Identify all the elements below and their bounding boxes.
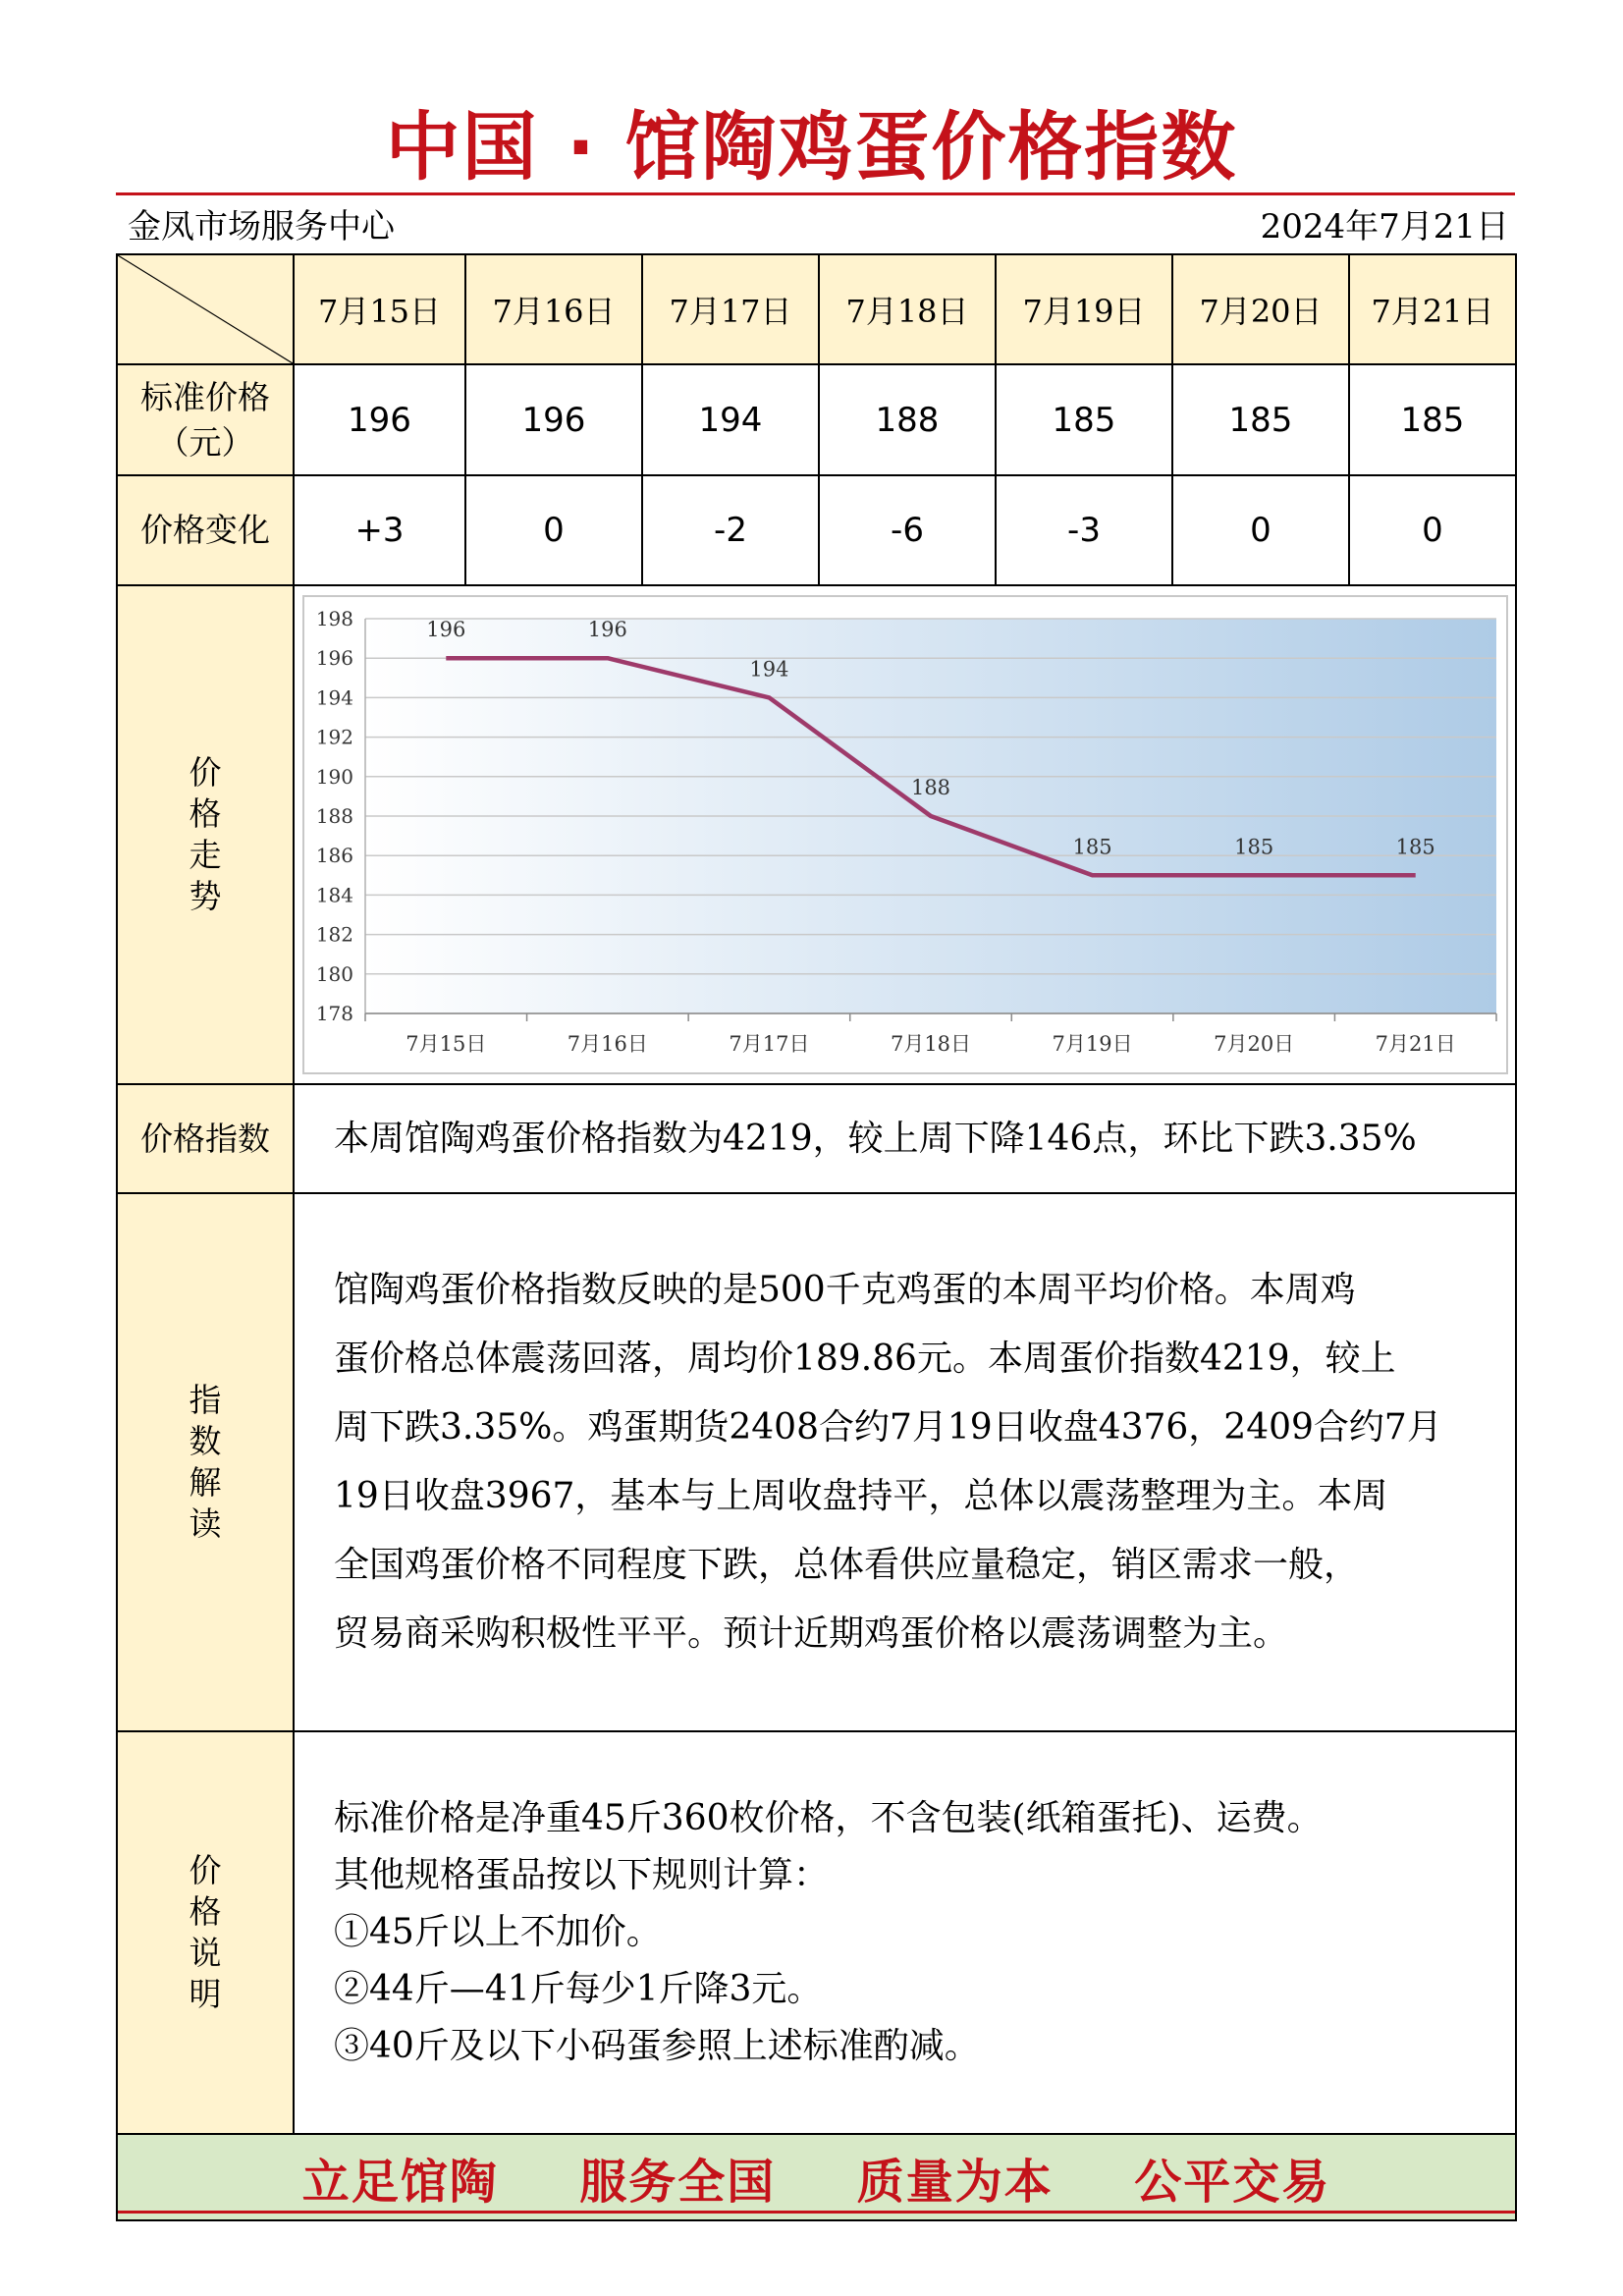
interp-line: 蛋价格总体震荡回落，周均价189.86元。本周蛋价指数4219，较上	[334, 1339, 1396, 1379]
interp-line: 全国鸡蛋价格不同程度下跌，总体看供应量稳定，销区需求一般，	[334, 1545, 1360, 1585]
day-header: 7月21日	[1349, 254, 1516, 364]
chart-cell	[294, 585, 1516, 1084]
index-summary: 本周馆陶鸡蛋价格指数为4219，较上周下降146点，环比下跌3.35%	[294, 1084, 1516, 1193]
price-label-line1: 标准价格	[140, 377, 270, 416]
x-tick-label: 7月20日	[1214, 1032, 1295, 1056]
notes-label-char: 格	[189, 1892, 222, 1931]
notes-line: ①45斤以上不加价。	[334, 1912, 662, 1952]
x-tick-label: 7月16日	[567, 1032, 648, 1056]
price-value: 188	[819, 364, 996, 475]
interp-label-char: 解	[189, 1463, 222, 1502]
price-value: 185	[1349, 364, 1516, 475]
change-value: +3	[294, 475, 465, 585]
day-header: 7月18日	[819, 254, 996, 364]
interp-line: 馆陶鸡蛋价格指数反映的是500千克鸡蛋的本周平均价格。本周鸡	[334, 1270, 1356, 1310]
trend-row	[117, 585, 1516, 1084]
y-tick-label: 182	[315, 922, 353, 947]
interp-row-label	[117, 1193, 294, 1731]
price-value: 194	[642, 364, 819, 475]
trend-row-label	[117, 585, 294, 1084]
price-label-line2: （元）	[156, 422, 254, 462]
price-value: 196	[465, 364, 642, 475]
notes-line: 其他规格蛋品按以下规则计算：	[334, 1855, 830, 1895]
change-value: 0	[465, 475, 642, 585]
interp-label-char: 读	[189, 1504, 222, 1543]
data-label: 196	[587, 618, 627, 642]
change-row	[117, 475, 1516, 585]
x-tick-label: 7月15日	[406, 1032, 487, 1056]
slogan: 服务全国	[579, 2154, 777, 2210]
footer-cell	[117, 2134, 1516, 2220]
y-tick-label: 194	[315, 685, 353, 710]
title-divider	[116, 192, 1515, 195]
change-value: 0	[1349, 475, 1516, 585]
x-tick-label: 7月21日	[1375, 1032, 1456, 1056]
notes-label-char: 价	[189, 1851, 222, 1889]
y-tick-label: 186	[315, 844, 353, 868]
slogan-bar	[262, 2144, 1372, 2212]
interp-text	[294, 1193, 1516, 1731]
date-label: 2024年7月21日	[1260, 207, 1509, 246]
y-tick-label: 178	[315, 1002, 353, 1025]
corner-cell	[117, 254, 294, 364]
source-label: 金凤市场服务中心	[128, 207, 395, 246]
change-value: 0	[1172, 475, 1349, 585]
header-row	[117, 254, 1516, 364]
data-label: 185	[1072, 835, 1112, 859]
y-tick-label: 188	[315, 804, 353, 828]
trend-label-char: 势	[189, 877, 222, 915]
notes-line: ②44斤—41斤每少1斤降3元。	[334, 1969, 823, 2009]
day-header: 7月20日	[1172, 254, 1349, 364]
slogan: 立足馆陶	[301, 2154, 499, 2210]
change-value: -6	[819, 475, 996, 585]
slogan: 质量为本	[856, 2154, 1054, 2210]
data-label: 185	[1395, 835, 1435, 859]
notes-line: ③40斤及以下小码蛋参照上述标准酌减。	[334, 2026, 980, 2066]
interp-line: 贸易商采购积极性平平。预计近期鸡蛋价格以震荡调整为主。	[334, 1613, 1289, 1654]
index-row	[117, 1084, 1516, 1193]
interp-row	[117, 1193, 1516, 1731]
price-value: 185	[1172, 364, 1349, 475]
price-table	[116, 253, 1517, 2221]
trend-label-char: 价	[189, 753, 222, 792]
day-header: 7月15日	[294, 254, 465, 364]
y-tick-label: 190	[315, 764, 353, 789]
footer-divider	[118, 2211, 1515, 2214]
price-trend-chart	[302, 595, 1508, 1074]
y-tick-label: 198	[315, 607, 353, 630]
footer-row	[117, 2134, 1516, 2220]
change-row-label: 价格变化	[117, 475, 294, 585]
data-label: 188	[910, 776, 951, 799]
x-tick-label: 7月17日	[729, 1032, 810, 1056]
trend-label-char: 走	[189, 836, 222, 874]
diagonal-line	[118, 255, 293, 363]
data-label: 194	[749, 657, 789, 682]
notes-label-char: 明	[189, 1975, 222, 2013]
y-tick-label: 180	[315, 961, 353, 986]
notes-label-char: 说	[189, 1934, 222, 1972]
trend-label-char: 格	[189, 794, 222, 833]
slogan: 公平交易	[1134, 2154, 1331, 2210]
price-value: 196	[294, 364, 465, 475]
day-header: 7月17日	[642, 254, 819, 364]
change-value: -3	[996, 475, 1172, 585]
data-label: 185	[1234, 835, 1274, 859]
data-label: 196	[426, 618, 466, 642]
change-value: -2	[642, 475, 819, 585]
day-header: 7月16日	[465, 254, 642, 364]
notes-row	[117, 1731, 1516, 2134]
notes-text	[294, 1731, 1516, 2134]
interp-line: 19日收盘3967，基本与上周收盘持平，总体以震荡整理为主。本周	[334, 1476, 1388, 1516]
x-tick-label: 7月18日	[890, 1032, 972, 1056]
notes-row-label	[117, 1731, 294, 2134]
notes-line: 标准价格是净重45斤360枚价格，不含包装(纸箱蛋托)、运费。	[334, 1798, 1323, 1838]
y-tick-label: 184	[315, 883, 353, 907]
interp-line: 周下跌3.35%。鸡蛋期货2408合约7月19日收盘4376，2409合约7月	[334, 1407, 1442, 1448]
index-row-label: 价格指数	[117, 1084, 294, 1193]
price-value: 185	[996, 364, 1172, 475]
y-tick-label: 196	[315, 646, 353, 671]
price-row-label	[117, 364, 294, 475]
y-tick-label: 192	[315, 725, 353, 749]
interp-label-char: 指	[189, 1381, 222, 1419]
interp-label-char: 数	[189, 1422, 222, 1460]
price-row	[117, 364, 1516, 475]
day-header: 7月19日	[996, 254, 1172, 364]
chart-svg	[304, 597, 1506, 1072]
x-tick-label: 7月19日	[1052, 1032, 1133, 1056]
page-title: 中国 · 馆陶鸡蛋价格指数	[385, 103, 1238, 191]
